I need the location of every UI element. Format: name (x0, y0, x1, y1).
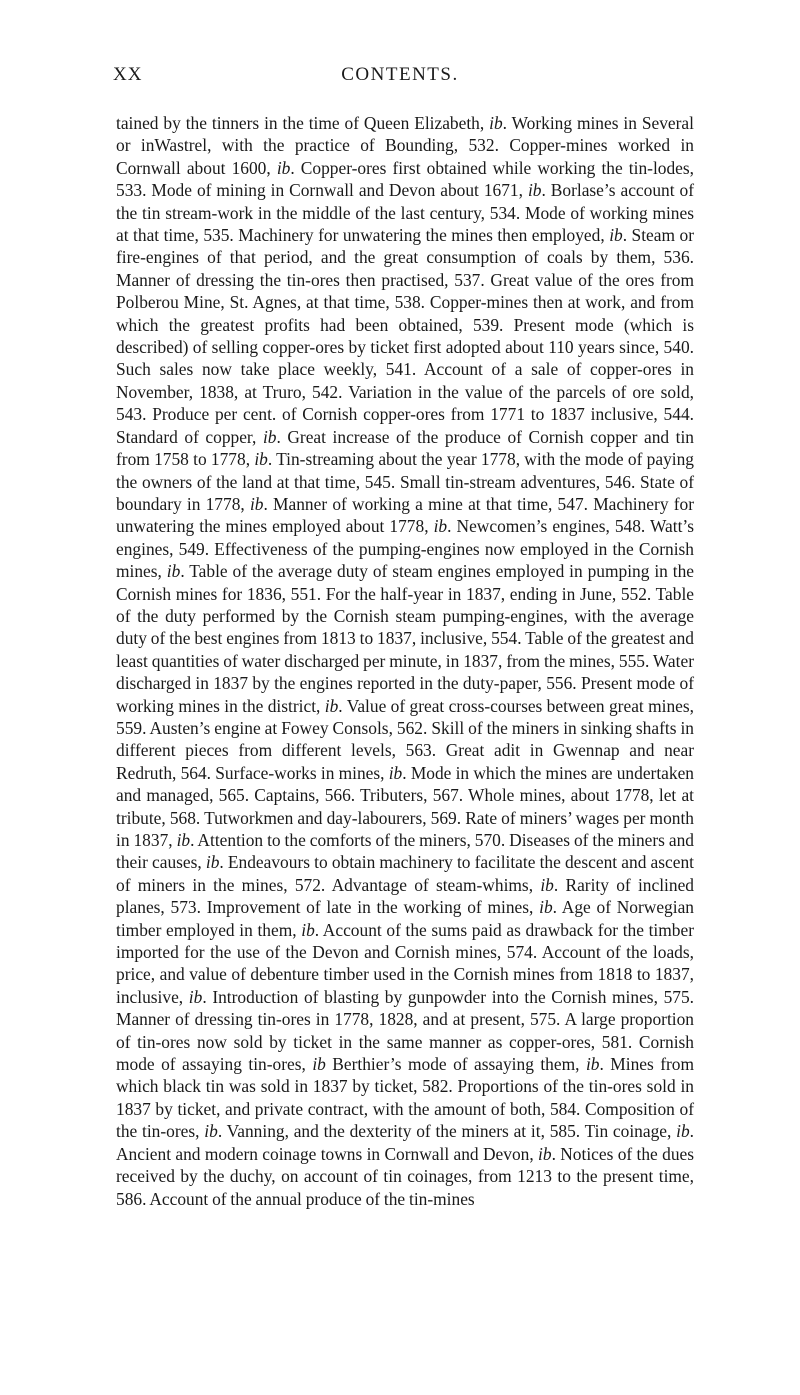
text-segment: . Rarity of inclined planes, 573. Improvement of late in the working of mines, (116, 874, 694, 918)
running-title: CONTENTS. (341, 64, 459, 85)
text-segment: . Great increase of the produce of Cornish copper and tin from 1758 to 1778, (116, 426, 694, 470)
text-segment: . Account of the sums paid as drawback for the timber imported for the use of the Devon and Cornish mines, 574. Account of the loads, price, and value of debenture timber used in the Cornish mines from 1818 to 1837, inclusive, (116, 919, 694, 1007)
contents-paragraph (116, 112, 694, 1210)
text-segment: Berthier’s mode of assaying them, (325, 1054, 586, 1075)
ibid-reference: ib (301, 919, 315, 940)
text-segment: . Newcomen’s engines, 548. Watt’s engines, 549. Effectiveness of the pumping-engines now employed in the Cornish mines, (116, 516, 695, 582)
ibid-reference: ib (205, 852, 220, 873)
ibid-reference: ib (585, 1054, 600, 1075)
ibid-reference: ib (176, 830, 191, 850)
text-segment: . Table of the average duty of steam engines employed in pumping in the Cornish mines for 1836, 551. For the half-year in 1837, ending in June, 552. Table of the duty performed by the Cornish steam pumping-engines, with the average duty of the best engines from 1813 to 1837, inclusive, 554. Table of the greatest and least quantities of water discharged per minute, in 1837, from the mines, 555. Water discharged in 1837 by the engines reported in the duty-paper, 556. Present mode of working mines in the district, (116, 561, 694, 716)
text-segment: . Attention to the comforts of the miners, 570. Diseases of the miners and their causes, (116, 830, 694, 873)
text-segment: . Age of Norwegian timber employed in them, (116, 897, 695, 940)
running-header (113, 64, 687, 88)
text-segment: . Copper-ores first obtained while working the tin-lodes, 533. Mode of mining in Cornwall and Devon about 1671, (116, 157, 694, 201)
text-segment: . Working mines in Several or inWastrel, with the practice of Bounding, 532. Copper-mines worked in Cornwall about 1600, (116, 113, 694, 178)
ibid-reference: ib (527, 180, 542, 201)
text-segment: . Introduction of blasting by gunpowder into the Cornish mines, 575. Manner of dressing tin-ores in 1778, 1828, and at present, 575. A large proportion of tin-ores now sold by ticket in the same manner as copper-ores, 581. Cornish mode of assaying tin-ores, (116, 986, 695, 1075)
ibid-reference: ib (262, 426, 277, 447)
ibid-reference: ib (166, 561, 181, 582)
ibid-reference: ib (254, 449, 268, 470)
ibid-reference: ib (188, 986, 203, 1007)
ibid-reference: ib (540, 874, 554, 895)
ibid-reference: ib (538, 1143, 552, 1164)
text-segment: . Steam or fire-engines of that period, and the great consumption of coals by them, 536. Manner of dressing the tin-ores then practised, 537. Great value of the ores from Polberou Mine, St. Agnes, at that time, 538. Copper-mines then at work, and from which the greatest profits had been obtained, 539. Present mode (which is described) of selling copper-ores by ticket first adopted about 110 years since, 540. Such sales now take place weekly, 541. Account of a sale of copper-ores in November, 1838, at Truro, 542. Variation in the value of the parcels of ore sold, 543. Produce per cent. of Cornish copper-ores from 1771 to 1837 inclusive, 544. Standard of copper, (116, 225, 694, 447)
text-segment: . Vanning, and the dexterity of the miners at it, 585. Tin coinage, (217, 1121, 677, 1142)
text-segment: tained by the tinners in the time of Queen Elizabeth, (116, 113, 490, 133)
ibid-reference: ib (539, 897, 553, 918)
text-segment: . Notices of the dues received by the duchy, on account of tin coinages, from 1213 to the present time, 586. Account of the annual produce of the tin-mines (116, 1143, 694, 1209)
text-segment: . Ancient and modern coinage towns in Cornwall and Devon, (116, 1121, 695, 1164)
text-segment: . Mines from which black tin was sold in 1837 by ticket, 582. Proportions of the tin-ores sold in 1837 by ticket, and private contract, with the amount of both, 584. Composition of the tin-ores, (116, 1054, 695, 1142)
ibid-reference: ib (609, 225, 623, 246)
text-segment: . Mode in which the mines are undertaken and managed, 565. Captains, 566. Tributers, 567. Whole mines, about 1778, let at tribute, 568. Tutworkmen and day-labourers, 569. Rate of miners’ wages per month in 1837, (116, 762, 694, 850)
text-segment: . Manner of working a mine at that time, 547. Machinery for unwatering the mines employed about 1778, (116, 493, 694, 537)
ibid-reference: ib (433, 516, 448, 537)
text-segment: . Tin-streaming about the year 1778, with the mode of paying the owners of the land at that time, 545. Small tin-stream adventures, 546. State of boundary in 1778, (116, 449, 694, 514)
ibid-reference: ib (489, 113, 503, 133)
ibid-reference: ib (312, 1054, 326, 1075)
ibid-reference: ib (249, 493, 264, 514)
text-segment: . Borlase’s account of the tin stream-work in the middle of the last century, 534. Mode of working mines at that time, 535. Machinery for unwatering the mines then employed, (116, 180, 694, 246)
page-number: XX (113, 64, 143, 85)
text-segment: . Value of great cross-courses between great mines, 559. Austen’s engine at Fowey Consols, 562. Skill of the miners in sinking shafts in different pieces from different levels, 563. Great adit in Gwennap and near Redruth, 564. Surface-works in mines, (116, 695, 694, 783)
ibid-reference: ib (388, 762, 403, 783)
ibid-reference: ib (276, 157, 291, 178)
text-segment: . Endeavours to obtain machinery to facilitate the descent and ascent of miners in the mines, 572. Advantage of steam-whims, (116, 852, 694, 895)
ibid-reference: ib (676, 1121, 690, 1142)
ibid-reference: ib (324, 695, 339, 716)
ibid-reference: ib (204, 1121, 218, 1142)
